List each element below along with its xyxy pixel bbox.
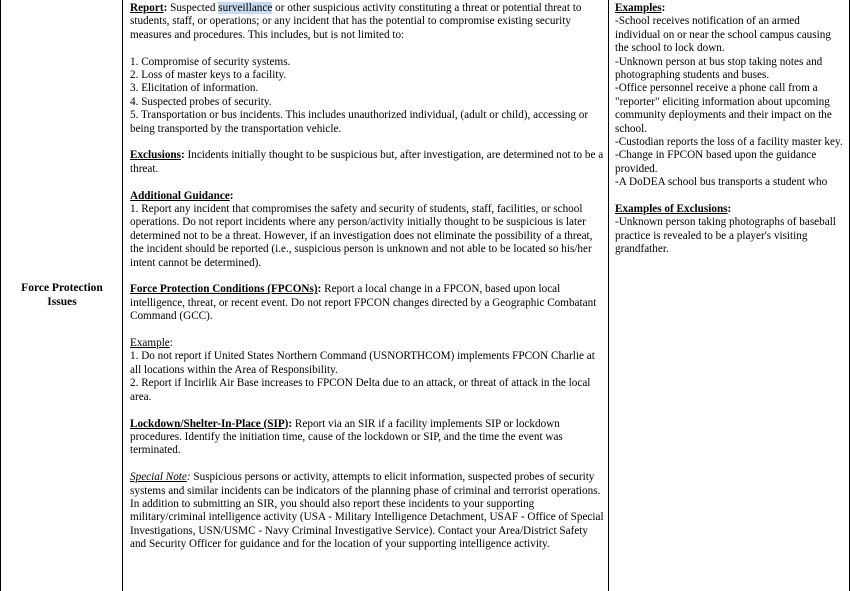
list-item: 3. Elicitation of information. [130, 82, 259, 95]
examples-item: -Change in FPCON based upon the guidance provided. [615, 149, 817, 175]
fpcon-label: Force Protection Conditions (FPCONs) [130, 283, 318, 296]
special-note-colon: : [186, 471, 191, 484]
fpcon-paragraph [130, 283, 606, 323]
examples-heading [615, 2, 847, 15]
examples-item: -School receives notification of an armed individual on or near the school campus causing the school to lock down. [615, 15, 831, 55]
examples-item: -Unknown person at bus stop taking notes and photographing students and buses. [615, 55, 823, 82]
description-column [123, 0, 609, 591]
issue-column [1, 0, 123, 591]
report-paragraph [130, 2, 606, 42]
examples-text [615, 2, 847, 257]
examples-item: -A DoDEA school bus transports a student who [615, 176, 828, 189]
exclusions-colon: : [180, 149, 185, 162]
fpcon-colon: : [317, 283, 322, 296]
example-item: 2. Report if Incirlik Air Base increases to FPCON Delta due to an attack, or threat of attack in the local area. [130, 377, 591, 403]
additional-guidance-text: 1. Report any incident that compromises the safety and security of students, staff, facilities, or school operations. Do not report incidents where any person/activity initially thought to be suspicious is later determined not to be a threat. However, if an investigation does not eliminate the possibility of a threat, the incident should be reported (i.e., suspicious person is unknown and not able to be located so his/her intent cannot be determined). [130, 203, 593, 269]
additional-guidance-heading [130, 190, 606, 203]
list-item: 2. Loss of master keys to a facility. [130, 69, 287, 82]
fpcon-text: Report a local change in a FPCON, based upon local intelligence, threat, or recent event. Do not report FPCON changes directed by a Geographic Combatant Command (GCC). [130, 283, 597, 323]
report-pre: Suspected [167, 2, 219, 14]
lockdown-label: Lockdown/Shelter-In-Place (SIP) [130, 417, 289, 430]
exclusion-examples-label: Examples of Exclusions [615, 203, 728, 216]
example-heading [130, 337, 606, 350]
special-note-label: Special Note [130, 471, 187, 484]
report-label: Report [130, 2, 164, 14]
exclusion-example-item: -Unknown person taking photographs of baseball practice is revealed to be a player's visiting grandfather. [615, 216, 836, 256]
list-item: 5. Transportation or bus incidents. This includes unauthorized individual, (adult or child), accessing or being transported by the transportation vehicle. [130, 109, 589, 135]
examples-column [609, 0, 850, 591]
exclusions-label: Exclusions [130, 149, 181, 162]
exclusion-examples-colon: : [727, 203, 732, 216]
examples-label: Examples [615, 2, 662, 14]
list-item: 4. Suspected probes of security. [130, 95, 272, 108]
highlighted-word: surveillance [218, 2, 273, 14]
example-colon: : [169, 337, 173, 350]
examples-item: -Custodian reports the loss of a facility master key. [615, 136, 843, 149]
issue-title-line1: Force Protection [21, 282, 103, 294]
additional-guidance-label: Additional Guidance [130, 189, 230, 202]
examples-item: -Office personnel receive a phone call from a "reporter" eliciting information about upcoming community deployments and their impact on the school. [615, 82, 832, 135]
special-note-text: Suspicious persons or activity, attempts to elicit information, suspected probes of security systems and similar incidents can be indicators of the planning phase of criminal and terrorist operations. In addition to submitting an SIR, you should also report these incidents to your supporting military/criminal intelligence activity (USA - Military Intelligence Detachment, USAF - Office of Special Investigations, USN/USMC - Navy Criminal Investigative Service). Contact your Area/District Safety and Security Officer for guidance and for the location of your supporting intelligence activity. [130, 471, 604, 551]
exclusions-text: Incidents initially thought to be suspicious but, after investigation, are determined not to be a threat. [130, 149, 604, 175]
example-item: 1. Do not report if United States Northern Command (USNORTHCOM) implements FPCON Charlie at all locations within the Area of Responsibility. [130, 350, 595, 376]
example-label: Example [130, 337, 170, 350]
lockdown-colon: : [288, 417, 293, 430]
examples-colon: : [661, 2, 666, 14]
description-text [130, 2, 606, 552]
list-item: 1. Compromise of security systems. [130, 55, 291, 68]
exclusions-paragraph [130, 149, 606, 176]
issue-title-line2: Issues [47, 295, 77, 308]
lockdown-text: Report via an SIR if a facility implements SIP or lockdown procedures. Identify the initiation time, cause of the lockdown or SIP, and the time the event was terminated. [130, 417, 563, 457]
exclusion-examples-heading [615, 203, 847, 216]
special-note-paragraph [130, 471, 606, 551]
report-post: or other suspicious activity constituting a threat or potential threat to students, staff, or operations; or any incident that has the potential to compromise existing security measures and procedures. This includes, but is not limited to: [130, 2, 582, 41]
report-colon: : [163, 2, 168, 14]
issue-title [1, 282, 123, 309]
additional-guidance-colon: : [229, 189, 234, 202]
lockdown-paragraph [130, 418, 606, 458]
